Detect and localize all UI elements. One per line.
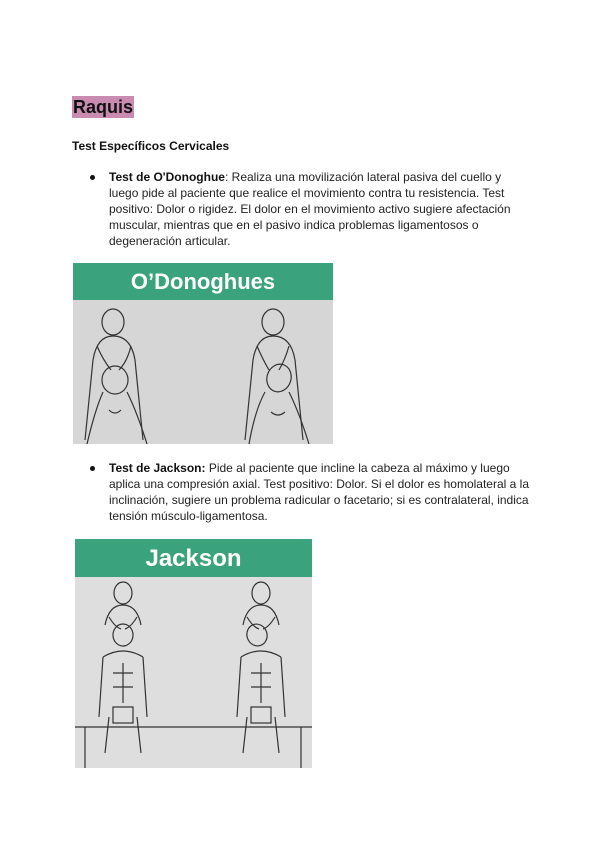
jackson-illustration xyxy=(75,577,312,768)
list-item-odonoghue xyxy=(90,169,530,249)
bullet-icon xyxy=(90,175,95,180)
list-item-jackson xyxy=(90,460,530,524)
test-description: Pide al paciente que incline la cabeza al máximo y luego aplica una compresión axial. Test positivo: Dolor. Si el dolor es homolateral a la inclinación, sugiere un problema radicular o facetario; si es contralateral, indica tensión músculo-ligamentosa. xyxy=(109,461,529,523)
figure-banner-title: O’Donoghues xyxy=(73,263,333,300)
odonoghue-illustration xyxy=(73,300,333,444)
bullet-icon xyxy=(90,466,95,471)
test-description: Realiza una movilización lateral pasiva del cuello y luego pide al paciente que realice el movimiento contra tu resistencia. Test positivo: Dolor o rigidez. El dolor en el movimiento activo sugiere afectación muscular, mientras que en el pasivo indica problemas ligamentosos o degeneración articular. xyxy=(109,170,511,248)
test-name-separator: : xyxy=(224,170,229,184)
figure-banner-title: Jackson xyxy=(75,539,312,577)
test-name: Test de O'Donoghue xyxy=(109,170,225,184)
test-name: Test de Jackson: xyxy=(109,461,206,475)
odonoghue-figure xyxy=(73,263,333,444)
jackson-figure xyxy=(75,539,312,768)
page-title: Raquis xyxy=(73,97,134,117)
section-heading: Test Específicos Cervicales xyxy=(72,139,230,153)
